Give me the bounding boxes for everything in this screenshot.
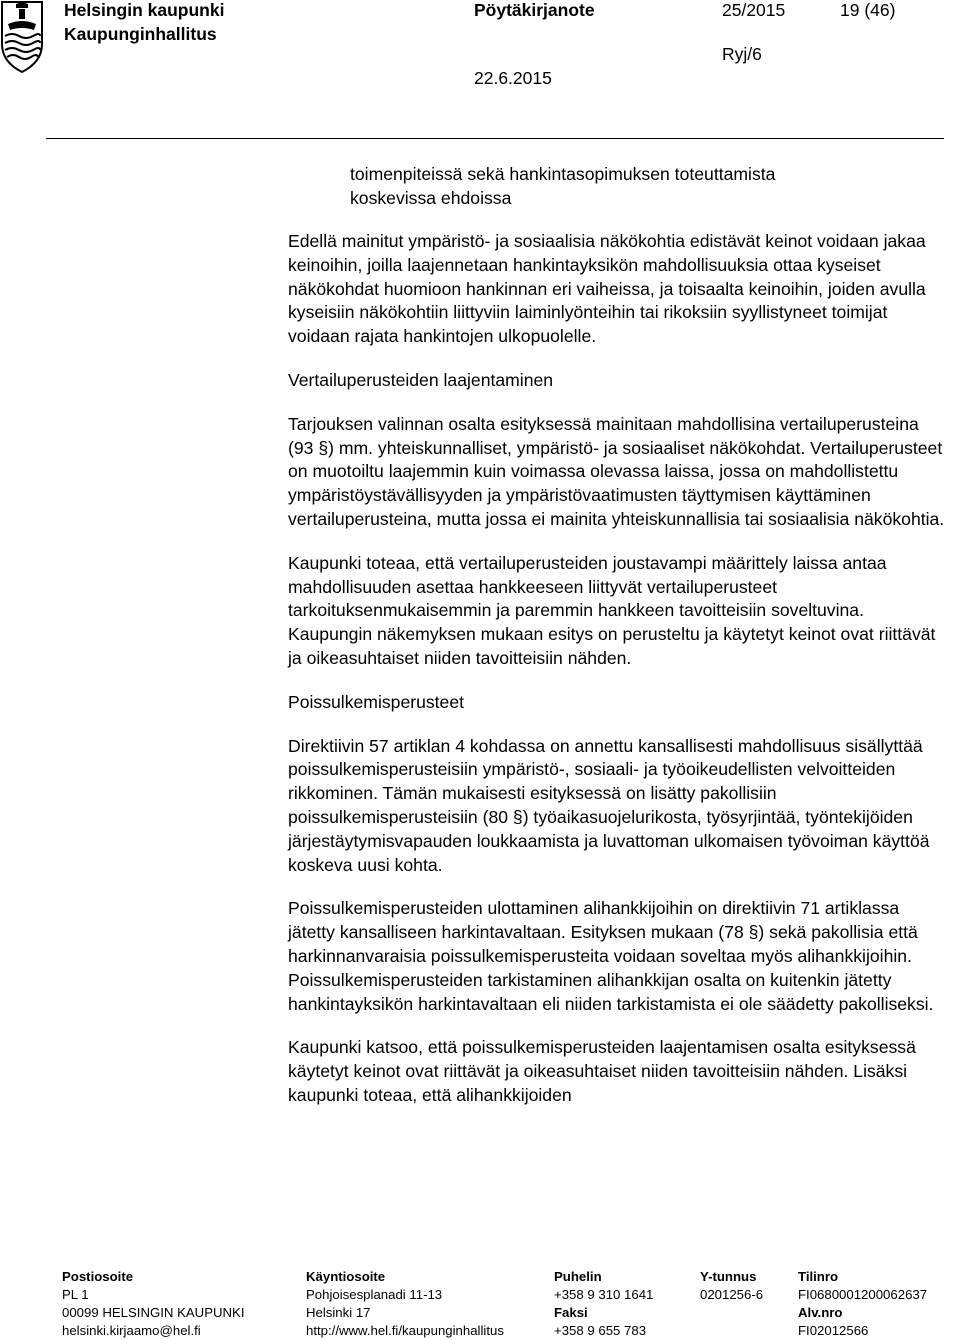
paragraph: Kaupunki toteaa, että vertailuperusteiden joustavampi määrittely laissa antaa mahdollisuuden asettaa hankkeeseen liittyvät vertailuperusteet tarkoituksenmukaisemmin ja paremmin hankkeen tavoitteisiin soveltuvina. Kaupungin näkemyksen mukaan esitys on perusteltu ja käytetyt keinot ovat riittävät ja oikeasuhtaiset niiden tavoitteisiin nähden. bbox=[288, 552, 936, 668]
body-name: Kaupunginhallitus bbox=[64, 24, 217, 44]
footer-heading: Puhelin bbox=[554, 1269, 602, 1284]
paragraph: Tarjouksen valinnan osalta esityksessä mainitaan mahdollisina vertailuperusteina (93 §) mm. yhteiskunnalliset, ympäristö- ja sosiaaliset näkökohdat. Vertailuperusteet on muotoiltu laajemmin kuin voimassa olevassa laissa, jossa on mahdollistettu ympäristöystävällisyyden ja ympäristövaatimusten täyttymisen käyttäminen vertailuperusteina, mutta jossa ei mainita yhteiskunnallisia tai sosiaalisia näkökohtia. bbox=[288, 413, 945, 529]
header-divider bbox=[46, 138, 944, 139]
footer-phone bbox=[554, 1268, 653, 1340]
footer-line: FI02012566 bbox=[798, 1323, 869, 1338]
paragraph: Kaupunki katsoo, että poissulkemisperusteiden laajentamisen osalta esityksessä käytetyt keinot ovat riittävät ja oikeasuhtaiset niiden tavoitteisiin nähden. Lisäksi kaupunki toteaa, että alihankkijoiden bbox=[288, 1037, 916, 1105]
footer-heading: Alv.nro bbox=[798, 1305, 843, 1320]
paragraph: Edellä mainitut ympäristö- ja sosiaalisia näkökohtia edistävät keinot voidaan jakaa keinoihin, joilla laajennetaan hankintayksikön mahdollisuuksia ottaa kyseiset näkökohdat huomioon hankinnan eri vaiheissa, ja toisaalta keinoihin, joiden avulla kyseisiin näkökohtiin liittyviin laiminlyönteihin tai rikoksiin syyllistyneet toimijat voidaan rajata hankintojen ulkopuolelle. bbox=[288, 231, 926, 347]
footer-heading: Faksi bbox=[554, 1305, 588, 1320]
footer-line: +358 9 310 1641 bbox=[554, 1287, 654, 1302]
meeting-date: 22.6.2015 bbox=[474, 68, 552, 88]
section-code: Ryj/6 bbox=[722, 44, 762, 64]
footer-postal bbox=[62, 1268, 245, 1340]
footer-web-link[interactable]: http://www.hel.fi/kaupunginhallitus bbox=[306, 1323, 504, 1338]
footer-email-link[interactable]: helsinki.kirjaamo@hel.fi bbox=[62, 1323, 201, 1338]
document-body bbox=[288, 230, 948, 1128]
doc-type: Pöytäkirjanote bbox=[474, 0, 595, 20]
footer-line: 00099 HELSINGIN KAUPUNKI bbox=[62, 1305, 245, 1320]
footer-heading: Tilinro bbox=[798, 1269, 839, 1284]
paragraph: Direktiivin 57 artiklan 4 kohdassa on annettu kansallisesti mahdollisuus sisällyttää poissulkemisperusteisiin ympäristö-, sosiaali- ja työoikeudellisten velvoitteiden rikkominen. Tämän mukaisesti esityksessä on lisätty pakollisiin poissulkemisperusteisiin (80 §) työaikasuojelurikosta, työsyrjintää, työntekijöiden järjestäytymisvapauden loukkaamista ja luvattoman ulkomaisen työvoiman käyttöä koskeva uusi kohta. bbox=[288, 735, 930, 875]
footer-heading: Y-tunnus bbox=[700, 1269, 757, 1284]
footer-line: Pohjoisesplanadi 11-13 bbox=[306, 1287, 443, 1302]
footer-line: FI0680001200062637 bbox=[798, 1287, 928, 1302]
prelude-line: toimenpiteissä sekä hankintasopimuksen toteuttamista bbox=[350, 164, 776, 184]
section-heading: Vertailuperusteiden laajentaminen bbox=[288, 369, 554, 390]
footer-account bbox=[798, 1268, 927, 1340]
footer-line: +358 9 655 783 bbox=[554, 1323, 647, 1338]
footer-line: PL 1 bbox=[62, 1287, 89, 1302]
doc-number: 25/2015 bbox=[722, 0, 786, 20]
helsinki-crest-logo bbox=[0, 0, 44, 74]
org-name: Helsingin kaupunki bbox=[64, 0, 225, 20]
footer-line: 0201256-6 bbox=[700, 1287, 764, 1302]
page-number: 19 (46) bbox=[840, 0, 896, 20]
footer-visiting bbox=[306, 1268, 504, 1340]
prelude-text bbox=[350, 162, 930, 210]
footer-line: Helsinki 17 bbox=[306, 1305, 371, 1320]
section-heading: Poissulkemisperusteet bbox=[288, 691, 465, 712]
footer-business-id bbox=[700, 1268, 763, 1304]
prelude-line: koskevissa ehdoissa bbox=[350, 188, 512, 208]
paragraph: Poissulkemisperusteiden ulottaminen alihankkijoihin on direktiivin 71 artiklassa jätetty kansalliseen harkintavaltaan. Esityksen mukaan (78 §) sekä pakollisia että harkinnanvaraisia poissulkemisperusteita voidaan soveltaa myös alihankkijoihin. Poissulkemisperusteiden tarkistaminen alihankkijan osalta on kuitenkin jätetty hankintayksikön harkintavaltaan eli niiden tarkistamista ei ole säädetty pakolliseksi. bbox=[288, 898, 934, 1014]
footer-heading: Käyntiosoite bbox=[306, 1269, 386, 1284]
footer-heading: Postiosoite bbox=[62, 1269, 134, 1284]
